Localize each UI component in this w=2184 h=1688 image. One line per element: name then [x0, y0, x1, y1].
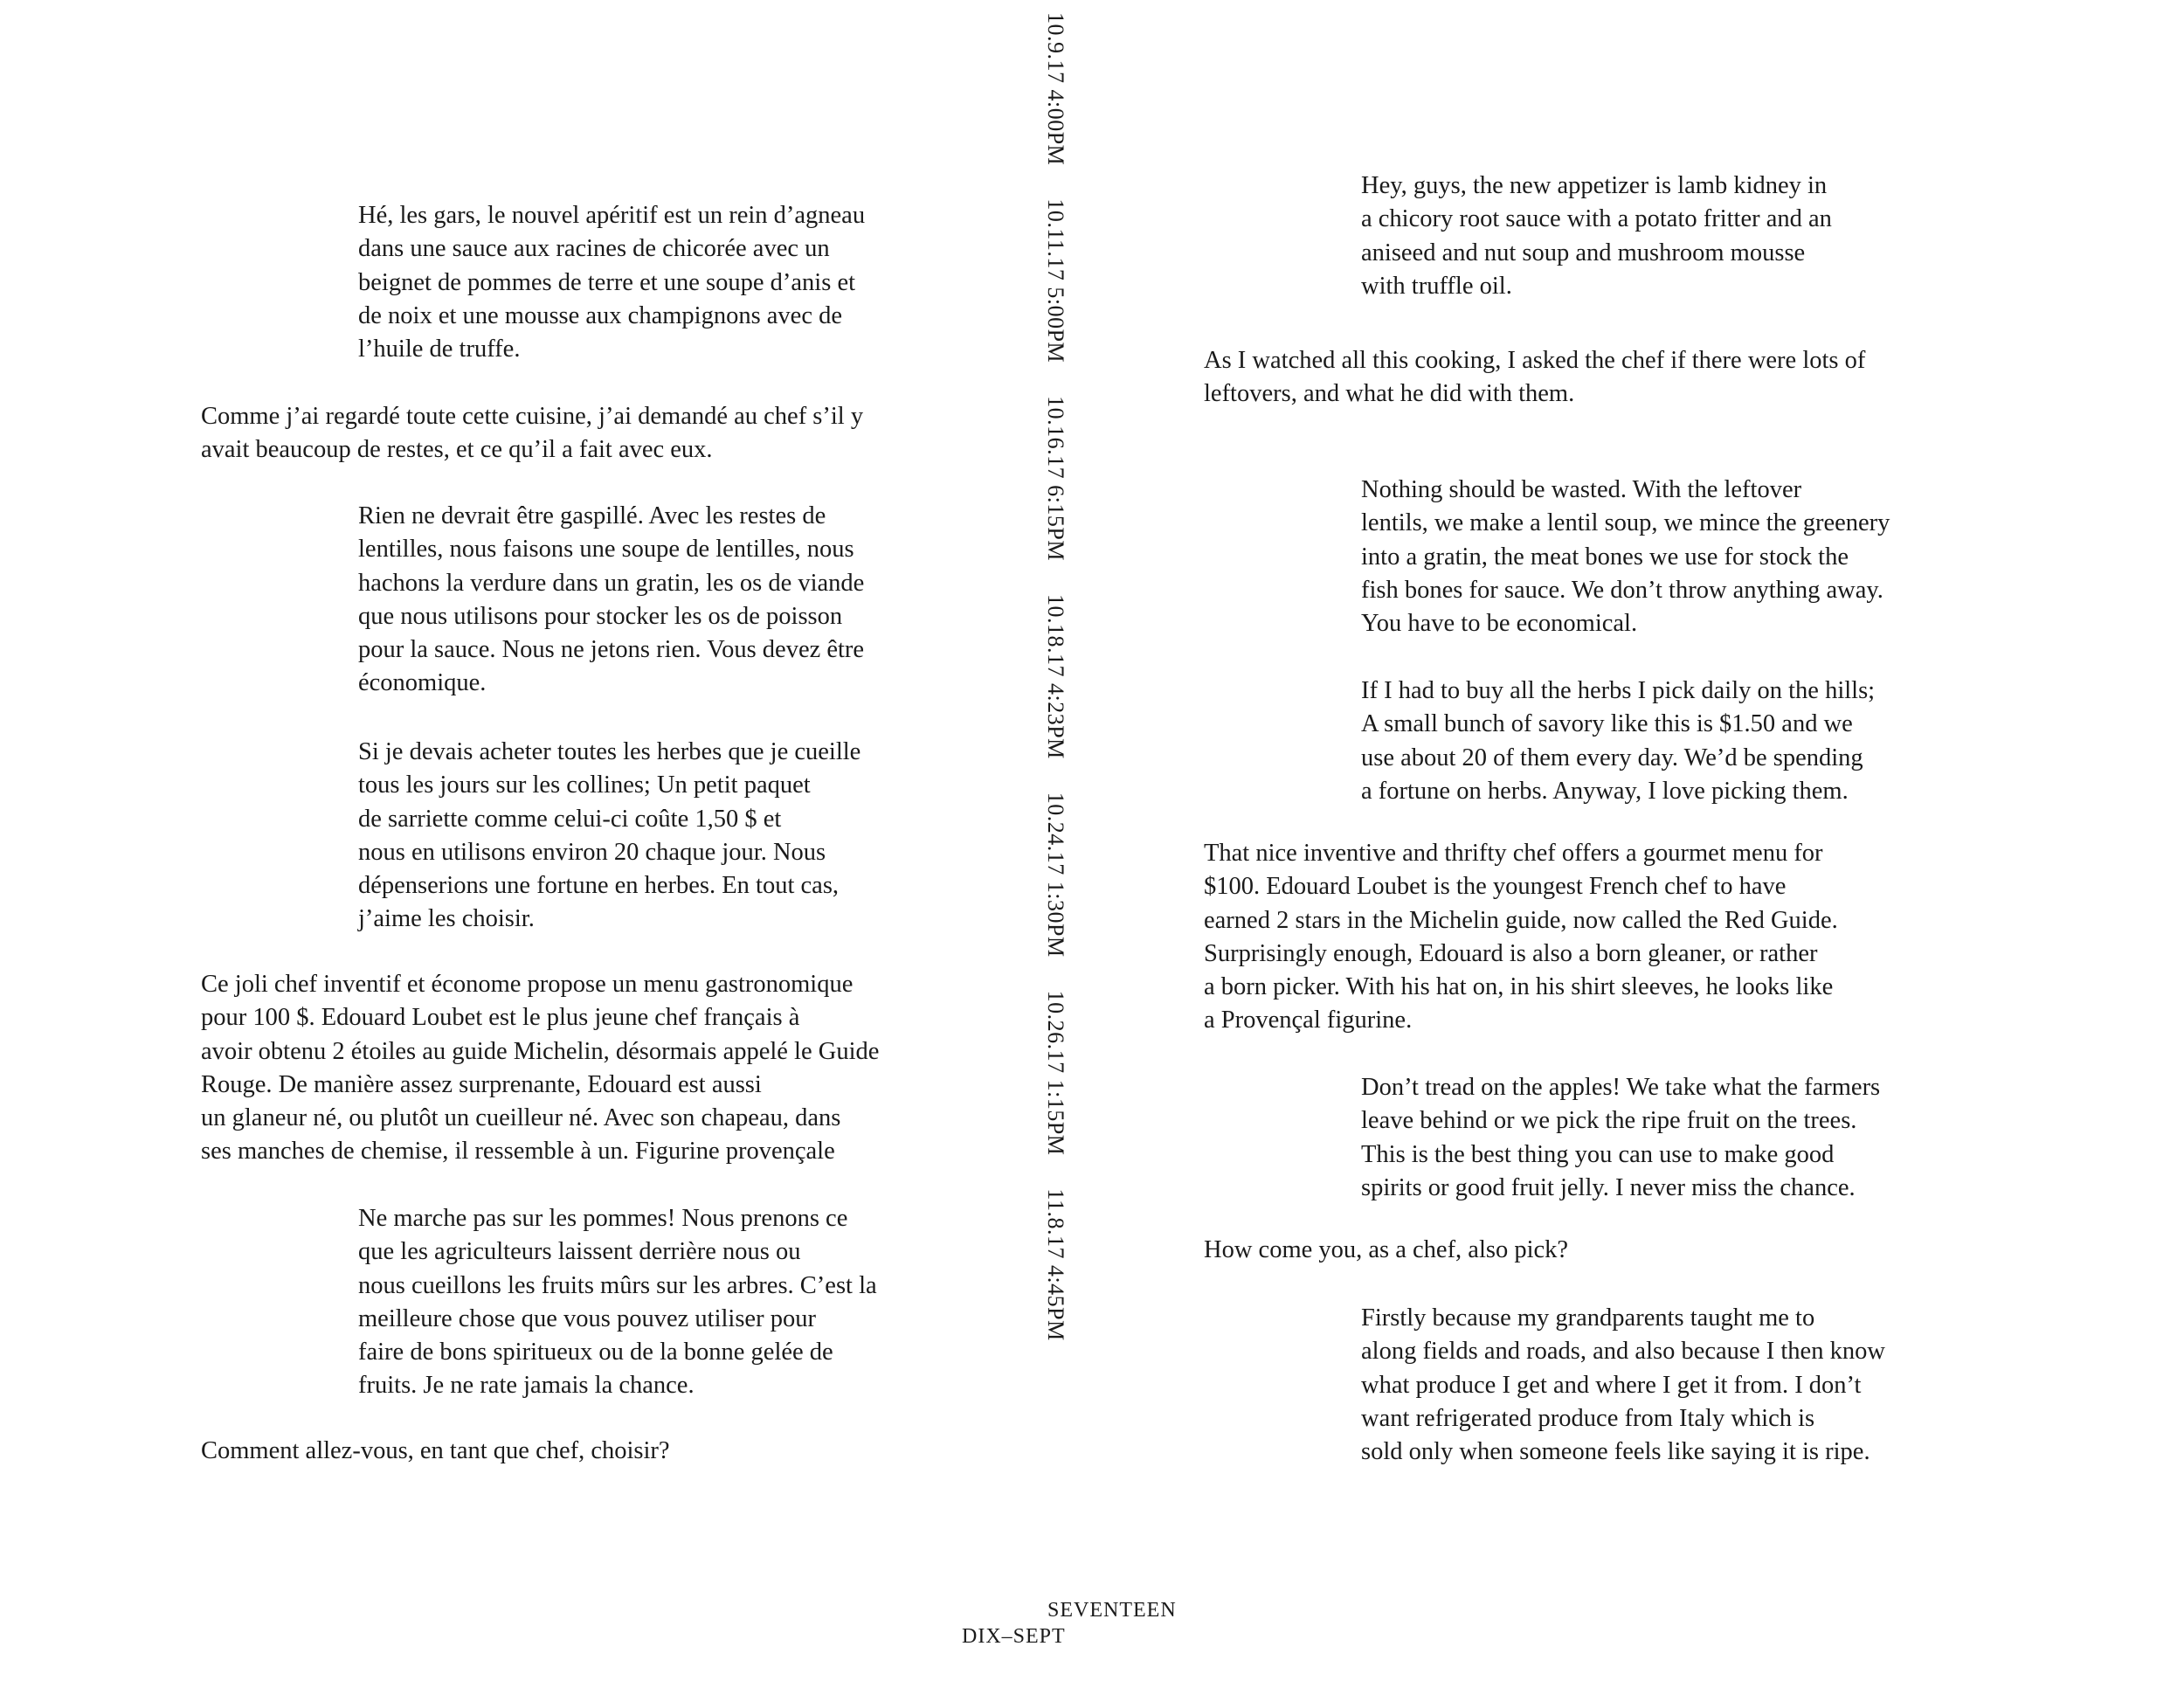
text-line: que les agriculteurs laissent derrière nous ou	[358, 1238, 801, 1266]
text-line: dépenserions une fortune en herbes. En tout cas,	[358, 872, 840, 900]
text-line: de noix et une mousse aux champignons avec de	[358, 301, 843, 329]
timestamp: 10.18.17 4:23PM	[1043, 593, 1068, 759]
text-line: j’aime les choisir.	[358, 905, 535, 933]
text-line: Rouge. De manière assez surprenante, Edouard est aussi	[201, 1070, 762, 1098]
timestamp: 10.11.17 5:00PM	[1043, 198, 1068, 363]
text-line: a fortune on herbs. Anyway, I love picking them.	[1361, 777, 1849, 805]
text-line: earned 2 stars in the Michelin guide, now called the Red Guide.	[1204, 906, 1838, 934]
text-line: lentils, we make a lentil soup, we mince the greenery	[1361, 509, 1890, 537]
text-line: sold only when someone feels like saying it is ripe.	[1361, 1438, 1870, 1466]
text-line: pour 100 $. Edouard Loubet est le plus jeune chef français à	[201, 1004, 800, 1032]
french-narrative-leftovers	[201, 400, 863, 467]
text-line: Don’t tread on the apples! We take what the farmers	[1361, 1074, 1881, 1101]
text-line: tous les jours sur les collines; Un petit paquet	[358, 771, 811, 799]
text-line: Nothing should be wasted. With the leftover	[1361, 476, 1802, 503]
text-line: Hey, guys, the new appetizer is lamb kidney in	[1361, 172, 1828, 199]
text-line: Ce joli chef inventif et économe propose un menu gastronomique	[201, 971, 854, 998]
timestamp: 11.8.17 4:45PM	[1043, 1188, 1068, 1341]
text-line: économique.	[358, 669, 487, 697]
text-line: a Provençal figurine.	[1204, 1007, 1413, 1034]
text-line: Si je devais acheter toutes les herbes que je cueille	[358, 738, 861, 765]
english-quote-waste	[1361, 474, 1890, 640]
text-line: with truffle oil.	[1361, 272, 1512, 300]
text-line: How come you, as a chef, also pick?	[1204, 1236, 1569, 1263]
text-line: pour la sauce. Nous ne jetons rien. Vous devez être	[358, 636, 865, 664]
text-line: use about 20 of them every day. We’d be spending	[1361, 744, 1863, 771]
text-line: what produce I get and where I get it from. I don’t	[1361, 1371, 1862, 1399]
english-quote-appetizer	[1361, 169, 1832, 303]
text-line: beignet de pommes de terre et une soupe d’anis et	[358, 268, 856, 296]
text-line: avoir obtenu 2 étoiles au guide Michelin, désormais appelé le Guide	[201, 1037, 880, 1065]
text-line: leave behind or we pick the ripe fruit on the trees.	[1361, 1107, 1857, 1135]
text-line: along fields and roads, and also because I then know	[1361, 1338, 1885, 1366]
text-line: hachons la verdure dans un gratin, les os de viande	[358, 569, 865, 597]
timestamp: 10.26.17 1:15PM	[1043, 990, 1068, 1156]
text-line: meilleure chose que vous pouvez utiliser pour	[358, 1304, 816, 1332]
french-question	[201, 1435, 670, 1468]
text-line: As I watched all this cooking, I asked the chef if there were lots of	[1204, 347, 1866, 374]
text-line: want refrigerated produce from Italy which is	[1361, 1404, 1815, 1432]
timestamp: 10.24.17 1:30PM	[1043, 792, 1068, 958]
text-line: Rien ne devrait être gaspillé. Avec les restes de	[358, 502, 826, 529]
text-line: Comment allez-vous, en tant que chef, choisir?	[201, 1437, 670, 1464]
timestamp-strip	[1038, 12, 1073, 1341]
text-line: Ne marche pas sur les pommes! Nous prenons ce	[358, 1205, 848, 1232]
text-line: dans une sauce aux racines de chicorée avec un	[358, 235, 830, 263]
text-line: nous cueillons les fruits mûrs sur les arbres. C’est la	[358, 1271, 877, 1299]
text-line: faire de bons spiritueux ou de la bonne gelée de	[358, 1339, 833, 1366]
text-line: fish bones for sauce. We don’t throw anything away.	[1361, 576, 1883, 604]
text-line: This is the best thing you can use to make good	[1361, 1140, 1835, 1168]
english-quote-herbs	[1361, 675, 1875, 808]
french-quote-waste	[358, 500, 864, 701]
text-line: l’huile de truffe.	[358, 336, 521, 363]
text-line: That nice inventive and thrifty chef offers a gourmet menu for	[1204, 840, 1823, 867]
french-quote-herbs	[358, 736, 860, 937]
text-line: Surprisingly enough, Edouard is also a born gleaner, or rather	[1204, 939, 1818, 967]
text-line: a chicory root sauce with a potato fritter and an	[1361, 205, 1832, 233]
text-line: nous en utilisons environ 20 chaque jour. Nous	[358, 838, 826, 866]
timestamp: 10.16.17 6:15PM	[1043, 396, 1068, 561]
english-narrative-leftovers	[1204, 344, 1865, 412]
text-line: de sarriette comme celui-ci coûte 1,50 $ et	[358, 805, 782, 833]
text-line: aniseed and nut soup and mushroom mousse	[1361, 239, 1806, 266]
text-line: avait beaucoup de restes, et ce qu’il a fait avec eux.	[201, 436, 713, 464]
page-number-french: DIX–SEPT	[962, 1625, 1066, 1648]
text-line: lentilles, nous faisons une soupe de lentilles, nous	[358, 536, 854, 564]
text-line: un glaneur né, ou plutôt un cueilleur né. Avec son chapeau, dans	[201, 1104, 841, 1132]
text-line: spirits or good fruit jelly. I never miss the chance.	[1361, 1173, 1856, 1201]
text-line: A small bunch of savory like this is $1.50 and we	[1361, 710, 1853, 738]
page-number-english: SEVENTEEN	[1047, 1599, 1177, 1622]
text-line: You have to be economical.	[1361, 610, 1638, 638]
timestamp: 10.9.17 4:00PM	[1043, 12, 1068, 166]
text-line: leftovers, and what he did with them.	[1204, 380, 1575, 408]
text-line: Hé, les gars, le nouvel apéritif est un rein d’agneau	[358, 202, 866, 229]
french-quote-appetizer	[358, 199, 865, 366]
text-line: into a gratin, the meat bones we use for stock the	[1361, 543, 1849, 571]
text-line: fruits. Je ne rate jamais la chance.	[358, 1372, 695, 1400]
english-quote-grandparents	[1361, 1302, 1885, 1469]
text-line: $100. Edouard Loubet is the youngest French chef to have	[1204, 873, 1787, 901]
text-line: a born picker. With his hat on, in his shirt sleeves, he looks like	[1204, 973, 1834, 1001]
english-question	[1204, 1234, 1568, 1267]
text-line: If I had to buy all the herbs I pick daily on the hills;	[1361, 677, 1876, 704]
english-quote-apples	[1361, 1071, 1880, 1205]
french-narrative-chef	[201, 968, 879, 1169]
text-line: que nous utilisons pour stocker les os de poisson	[358, 602, 843, 630]
english-narrative-chef	[1204, 837, 1838, 1038]
text-line: Firstly because my grandparents taught me to	[1361, 1304, 1815, 1332]
french-quote-apples	[358, 1202, 877, 1403]
text-line: Comme j’ai regardé toute cette cuisine, j’ai demandé au chef s’il y	[201, 403, 864, 430]
text-line: ses manches de chemise, il ressemble à un. Figurine provençale	[201, 1138, 835, 1166]
